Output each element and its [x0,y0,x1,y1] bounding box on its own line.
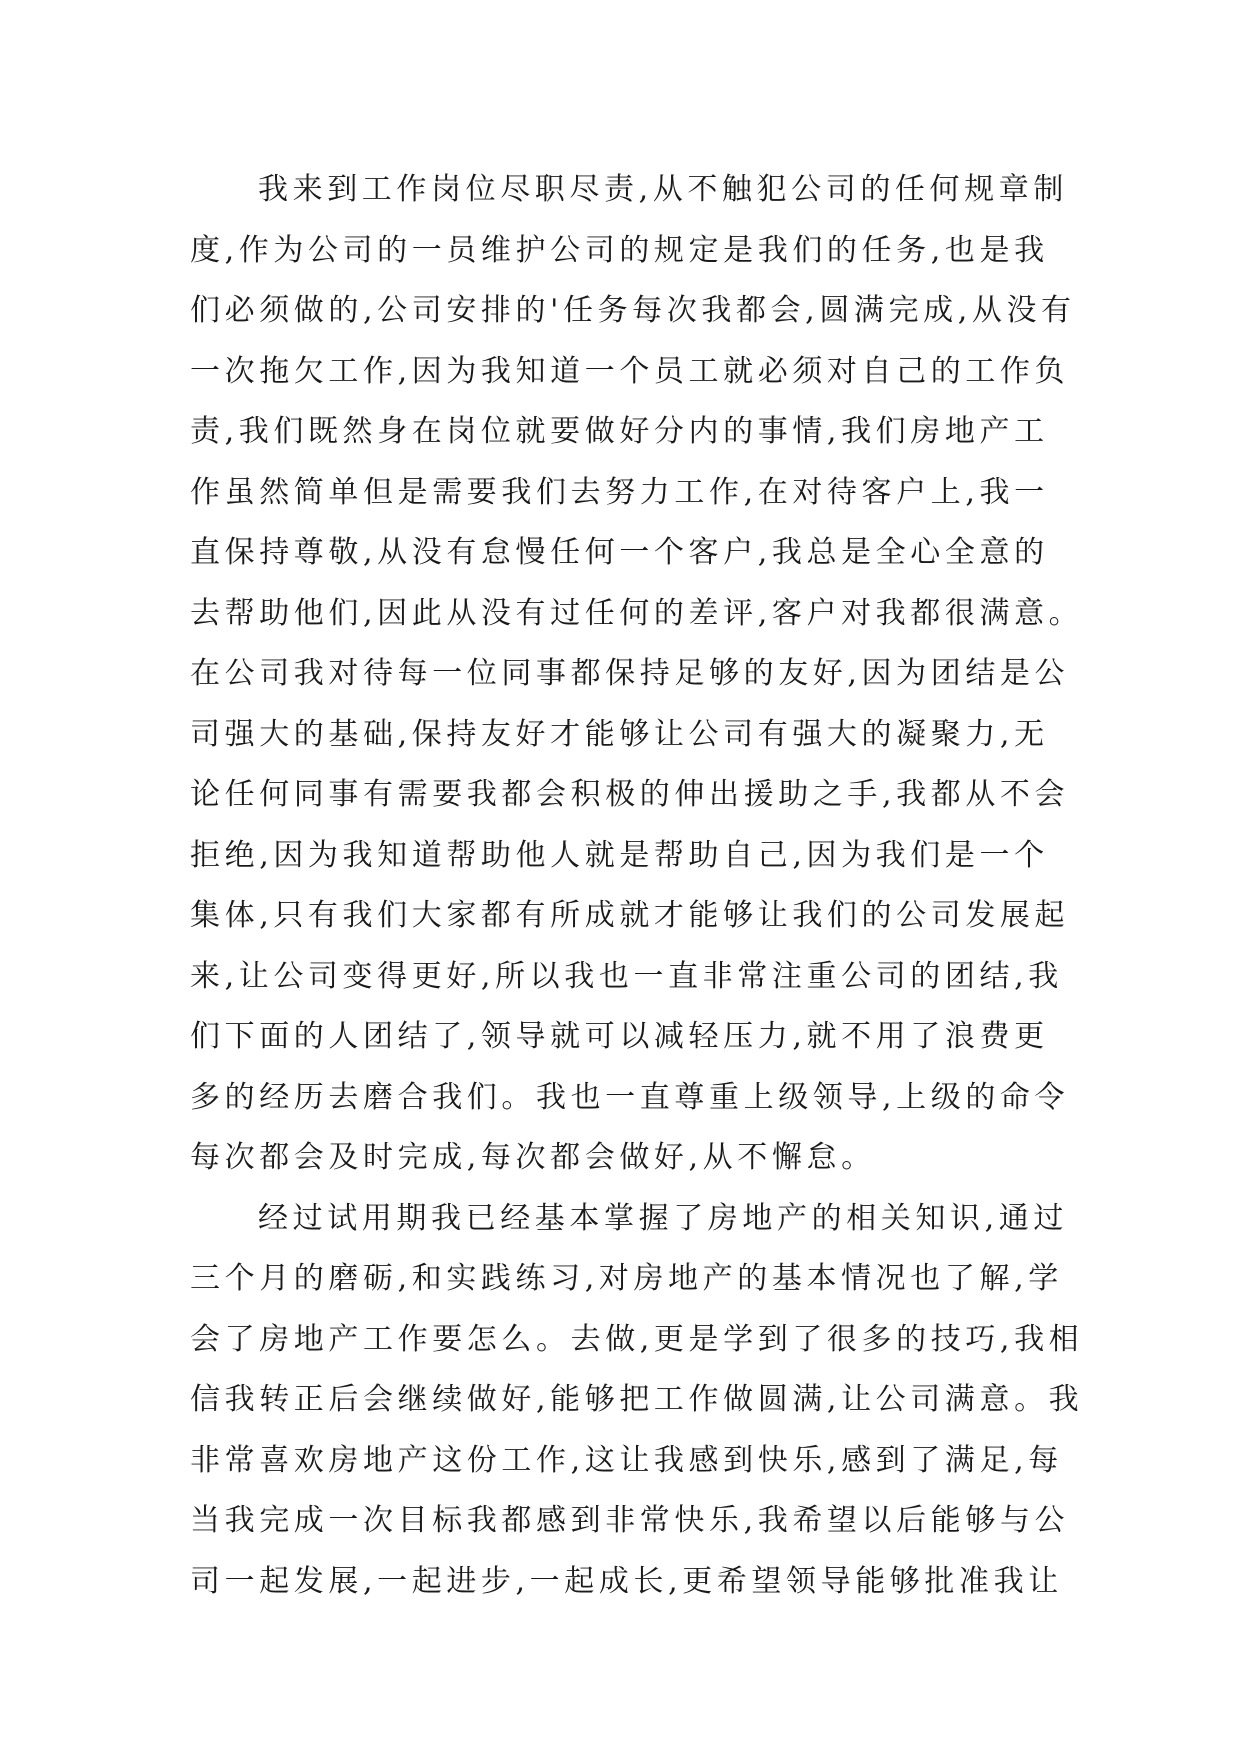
paragraph-1-line: 们下面的人团结了,领导就可以减轻压力,就不用了浪费更 [190,1019,1049,1054]
paragraph-1-line: 集体,只有我们大家都有所成就才能够让我们的公司发展起 [190,898,1070,933]
paragraph-1-line: 责,我们既然身在岗位就要做好分内的事情,我们房地产工 [190,414,1049,449]
paragraph-2-line: 经过试用期我已经基本掌握了房地产的相关知识,通过 [258,1200,1068,1236]
paragraph-2-line: 当我完成一次目标我都感到非常快乐,我希望以后能够与公 [190,1503,1070,1538]
paragraph-1-line: 每次都会及时完成,每次都会做好,从不懈怠。 [190,1140,876,1175]
paragraph-1-line: 论任何同事有需要我都会积极的伸出援助之手,我都从不会 [190,777,1070,812]
paragraph-1-line: 直保持尊敬,从没有怠慢任何一个客户,我总是全心全意的 [190,535,1049,570]
paragraph-1-line: 我来到工作岗位尽职尽责,从不触犯公司的任何规章制 [258,172,1068,207]
paragraph-1-line: 在公司我对待每一位同事都保持足够的友好,因为团结是公 [190,656,1070,691]
paragraph-1-line: 拒绝,因为我知道帮助他人就是帮助自己,因为我们是一个 [190,837,1049,873]
paragraph-2-line: 三个月的磨砺,和实践练习,对房地产的基本情况也了解,学 [190,1261,1063,1296]
paragraph-1-line: 作虽然简单但是需要我们去努力工作,在对待客户上,我一 [190,474,1049,510]
paragraph-1-line: 一次拖欠工作,因为我知道一个员工就必须对自己的工作负 [190,353,1070,389]
paragraph-2-line: 非常喜欢房地产这份工作,这让我感到快乐,感到了满足,每 [190,1442,1063,1478]
paragraph-2-line: 信我转正后会继续做好,能够把工作做圆满,让公司满意。我 [190,1382,1084,1417]
paragraph-1-line: 度,作为公司的一员维护公司的规定是我们的任务,也是我 [190,232,1049,268]
paragraph-1-line: 们必须做的,公司安排的'任务每次我都会,圆满完成,从没有 [190,293,1076,328]
paragraph-1-line: 去帮助他们,因此从没有过任何的差评,客户对我都很满意。 [190,595,1084,631]
paragraph-2-line: 司一起发展,一起进步,一起成长,更希望领导能够批准我让 [190,1563,1063,1599]
paragraph-1-line: 多的经历去磨合我们。我也一直尊重上级领导,上级的命令 [190,1079,1070,1115]
paragraph-1-line: 司强大的基础,保持友好才能够让公司有强大的凝聚力,无 [190,716,1049,752]
paragraph-1-line: 来,让公司变得更好,所以我也一直非常注重公司的团结,我 [190,958,1063,994]
document-body [190,160,1084,1612]
paragraph-2-line: 会了房地产工作要怎么。去做,更是学到了很多的技巧,我相 [190,1321,1084,1357]
